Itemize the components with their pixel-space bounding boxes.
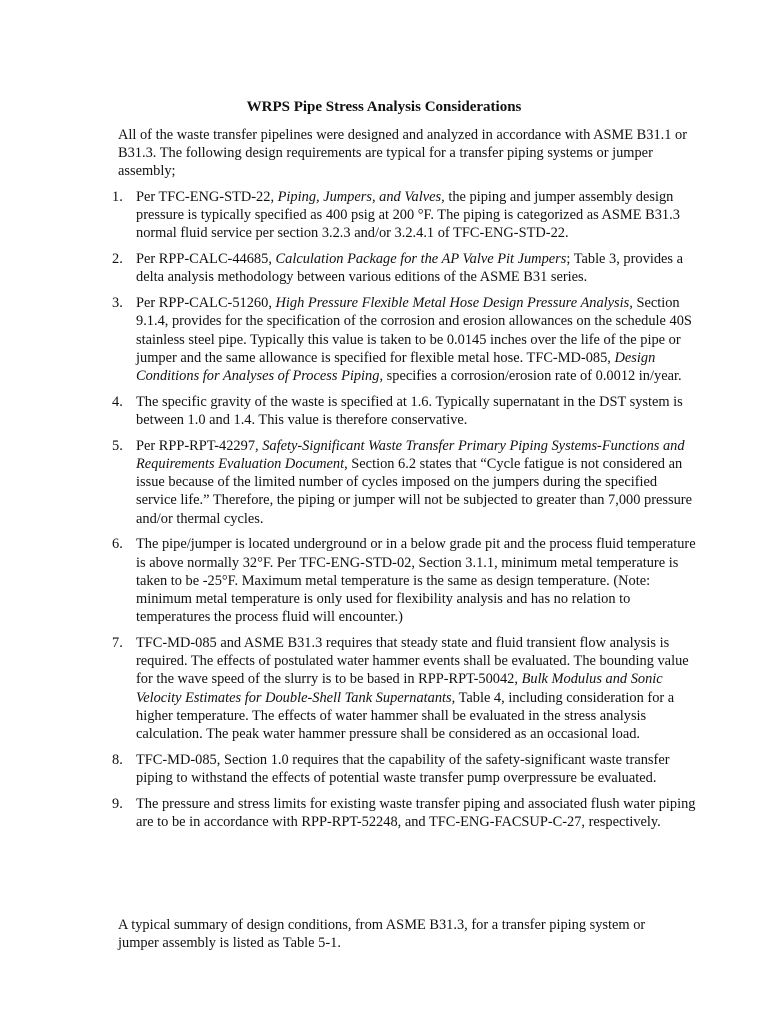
list-item xyxy=(112,294,698,385)
item-number: 6 . xyxy=(112,535,132,553)
document-reference-title: Calculation Package for the AP Valve Pit Jumpers xyxy=(275,251,567,268)
list-item xyxy=(112,795,698,831)
item-text: , Section 6.2 states that “Cycle fatigue is not considered an issue because of the limited number of cycles imposed on the jumpers during the specified service life.” Therefore, the piping or jumper will not be subjected to greater than 7,000 pressure and/or thermal cycles. xyxy=(136,456,692,527)
item-text: The pressure and stress limits for existing waste transfer piping and associated flush water piping are to be in accordance with RPP-RPT-52248, and TFC-ENG-FACSUP-C-27, respectively. xyxy=(136,795,696,831)
item-number: 9 . xyxy=(112,795,132,813)
item-text: TFC-MD-085 and ASME B31.3 requires that steady state and fluid transient flow analysis is required. The effects of postulated water hammer events shall be evaluated. The bounding value for the wave speed of the slurry is to be based in RPP-RPT-50042, xyxy=(136,635,689,688)
list-item xyxy=(112,250,698,286)
item-text: Per RPP-CALC-51260, xyxy=(136,295,276,312)
item-text: The pipe/jumper is located underground or in a below grade pit and the process fluid temperature is above normally 32°F. Per TFC-ENG-STD-02, Section 3.1.1, minimum metal temperature is taken to be -25°F. Maximum metal temperature is the same as design temperature. (Note: minimum metal temperature is only used for flexibility analysis and has no relation to temperatures the process fluid will encounter.) xyxy=(136,536,696,626)
document-reference-title: Safety-Significant Waste Transfer Primary Piping Systems-Functions and Requirements Evaluation Document xyxy=(136,437,685,473)
item-text: , specifies a corrosion/erosion rate of 0.0012 in/year. xyxy=(379,368,682,385)
item-text: Per TFC-ENG-STD-22, xyxy=(136,189,278,205)
list-item xyxy=(112,535,698,626)
list-item xyxy=(112,751,698,787)
item-text: ; Table 3, provides a delta analysis methodology between various editions of the ASME B31 series. xyxy=(136,251,683,286)
requirements-list xyxy=(112,188,698,839)
item-text: the piping and jumper assembly design pressure is typically specified as 400 psig at 200 °F. The piping is categorized as ASME B31.3 normal fluid service per section 3.2.3 and/or 3.2.4.1 of TFC-ENG-STD-22. xyxy=(136,189,680,242)
item-text: The specific gravity of the waste is specified at 1.6. Typically supernatant in the DST system is between 1.0 and 1.4. This value is therefore conservative. xyxy=(136,393,683,429)
item-number: 8 . xyxy=(112,751,132,769)
item-text: Section 9.1.4, provides for the specification of the corrosion and erosion allowances on the schedule 40S stainless steel pipe. Typically this value is taken to be 0.0145 inches over the life of the pipe or jumper and the same allowance is specified for flexible metal hose. TFC-MD-085, xyxy=(136,295,692,366)
item-number: 1 . xyxy=(112,188,132,206)
item-number: 5 . xyxy=(112,437,132,455)
document-reference-title: High Pressure Flexible Metal Hose Design Pressure Analysis, xyxy=(275,295,633,312)
item-number: 4 . xyxy=(112,393,132,411)
document-reference-title: Design Conditions for Analyses of Process Piping xyxy=(136,349,656,385)
closing-paragraph: A typical summary of design conditions, from ASME B31.3, for a transfer piping system or jumper assembly is listed as Table 5-1. xyxy=(118,917,646,952)
item-number: 7 . xyxy=(112,634,132,652)
item-text: , Table 4, including consideration for a higher temperature. The effects of water hammer shall be evaluated in the stress analysis calculation. The peak water hammer pressure shall be considered as an occasional load. xyxy=(136,689,675,743)
list-item xyxy=(112,634,698,743)
document-title: WRPS Pipe Stress Analysis Considerations xyxy=(246,99,522,115)
document-reference-title: Piping, Jumpers, and Valves, xyxy=(277,189,445,205)
item-text: TFC-MD-085, Section 1.0 requires that the capability of the safety-significant waste transfer piping to withstand the effects of potential waste transfer pump overpressure be evaluated. xyxy=(136,751,670,787)
list-item xyxy=(112,188,698,243)
item-text: Per RPP-CALC-44685, xyxy=(136,251,276,268)
intro-paragraph: All of the waste transfer pipelines were designed and analyzed in accordance with ASME B31.1 or B31.3. The following design requirements are typical for a transfer piping systems or jumper assembly; xyxy=(118,127,688,180)
item-number: 2 . xyxy=(112,250,132,268)
item-number: 3 . xyxy=(112,294,132,312)
item-text: Per RPP-RPT-42297, xyxy=(136,437,263,454)
document-reference-title: Bulk Modulus and Sonic Velocity Estimates for Double-Shell Tank Supernatants xyxy=(136,671,663,706)
list-item xyxy=(112,437,698,528)
list-item xyxy=(112,393,698,429)
